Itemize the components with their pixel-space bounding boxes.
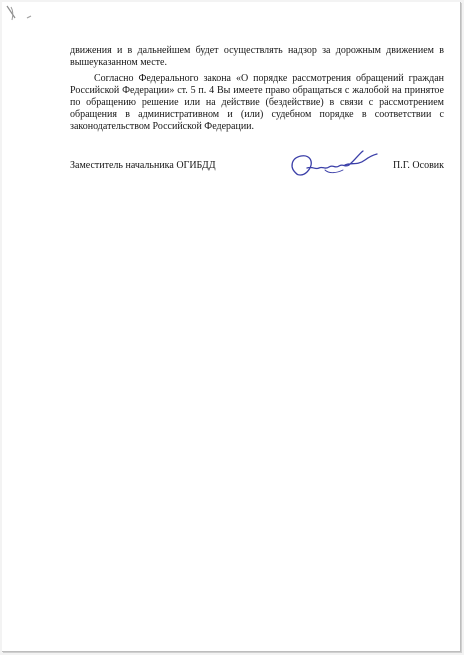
signer-name: П.Г. Осовик: [393, 160, 444, 171]
paragraph-continued: движения и в дальнейшем будет осуществлять надзор за дорожным движением в вышеуказанном месте.: [70, 45, 444, 68]
document-page: [2, 2, 461, 652]
signer-position: Заместитель начальника ОГИБДД: [70, 160, 216, 171]
handwritten-signature-icon: [285, 146, 381, 184]
scan-mark-icon: [5, 4, 39, 24]
paragraph-appeal-rights: Согласно Федерального закона «О порядке рассмотрения обращений граждан Российской Федерации» ст. 5 п. 4 Вы имеете право обращаться с жалобой на принятое по обращению решение или на действие (бездействие) в связи с рассмотрением обращения в административном и (или) судебном порядке в соответствии с законодательством Российской Федерации.: [70, 73, 444, 132]
signature-block: [70, 160, 444, 180]
letter-body: [70, 45, 444, 133]
